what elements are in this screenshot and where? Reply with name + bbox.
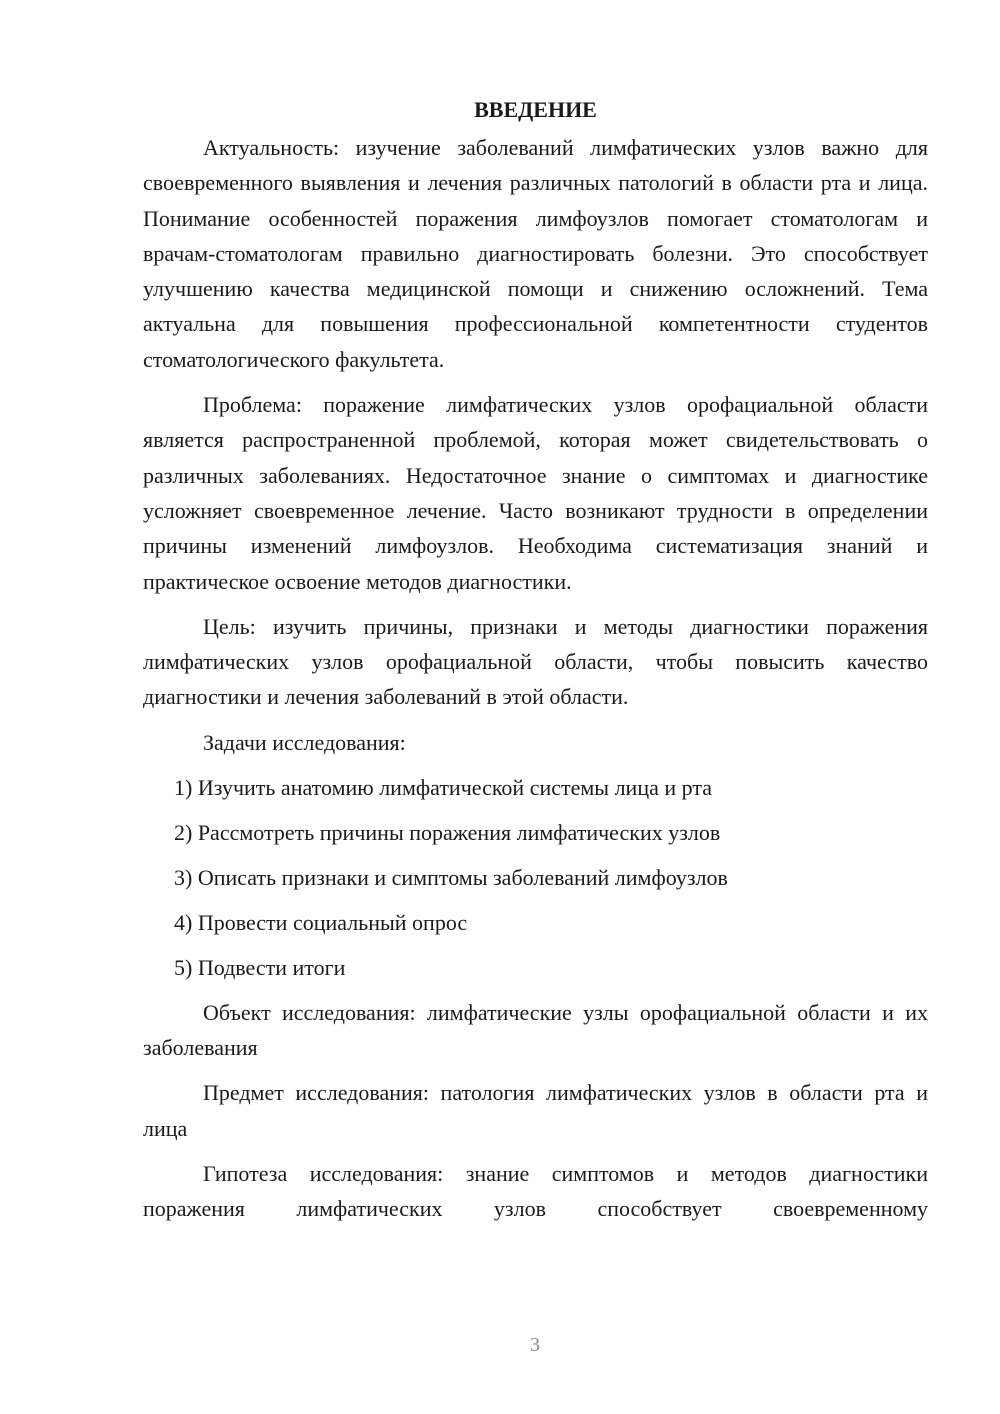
- task-item: 3) Описать признаки и симптомы заболеваний лимфоузлов: [174, 864, 728, 890]
- page-number: 3: [530, 1334, 540, 1356]
- task-item: 1) Изучить анатомию лимфатической системы лица и рта: [174, 774, 713, 800]
- task-item: 2) Рассмотреть причины поражения лимфатических узлов: [174, 819, 721, 845]
- task-item: 4) Провести социальный опрос: [174, 909, 468, 935]
- tasks-title: Задачи исследования:: [203, 729, 406, 755]
- paragraph-goal: Цель: изучить причины, признаки и методы диагностики поражения лимфатических узлов орофациальной области, чтобы повысить качество диагностики и лечения заболеваний в этой области.: [143, 613, 928, 710]
- section-heading: ВВЕДЕНИЕ: [474, 97, 597, 122]
- paragraph-problem: Проблема: поражение лимфатических узлов орофациальной области является распространенной проблемой, которая может свидетельствовать о различных заболеваниях. Недостаточное знание о симптомах и диагностике усложняет своевременное лечение. Часто возникают трудности в определении причины изменений лимфоузлов. Необходима систематизация знаний и практическое освоение методов диагностики.: [143, 392, 928, 594]
- paragraph-object: Объект исследования: лимфатические узлы орофациальной области и их заболевания: [143, 999, 928, 1061]
- paragraph-hypothesis: Гипотеза исследования: знание симптомов и методов диагностики поражения лимфатических узлов способствует своевременному: [143, 1160, 928, 1222]
- paragraph-relevance: Актуальность: изучение заболеваний лимфатических узлов важно для своевременного выявления и лечения различных патологий в области рта и лица. Понимание особенностей поражения лимфоузлов помогает стоматологам и врачам-стоматологам правильно диагностировать болезни. Это способствует улучшению качества медицинской помощи и снижению осложнений. Тема актуальна для повышения профессиональной компетентности студентов стоматологического факультета.: [143, 135, 928, 372]
- document-page: [143, 92, 928, 1227]
- task-item: 5) Подвести итоги: [174, 954, 346, 980]
- paragraph-subject: Предмет исследования: патология лимфатических узлов в области рта и лица: [143, 1080, 928, 1141]
